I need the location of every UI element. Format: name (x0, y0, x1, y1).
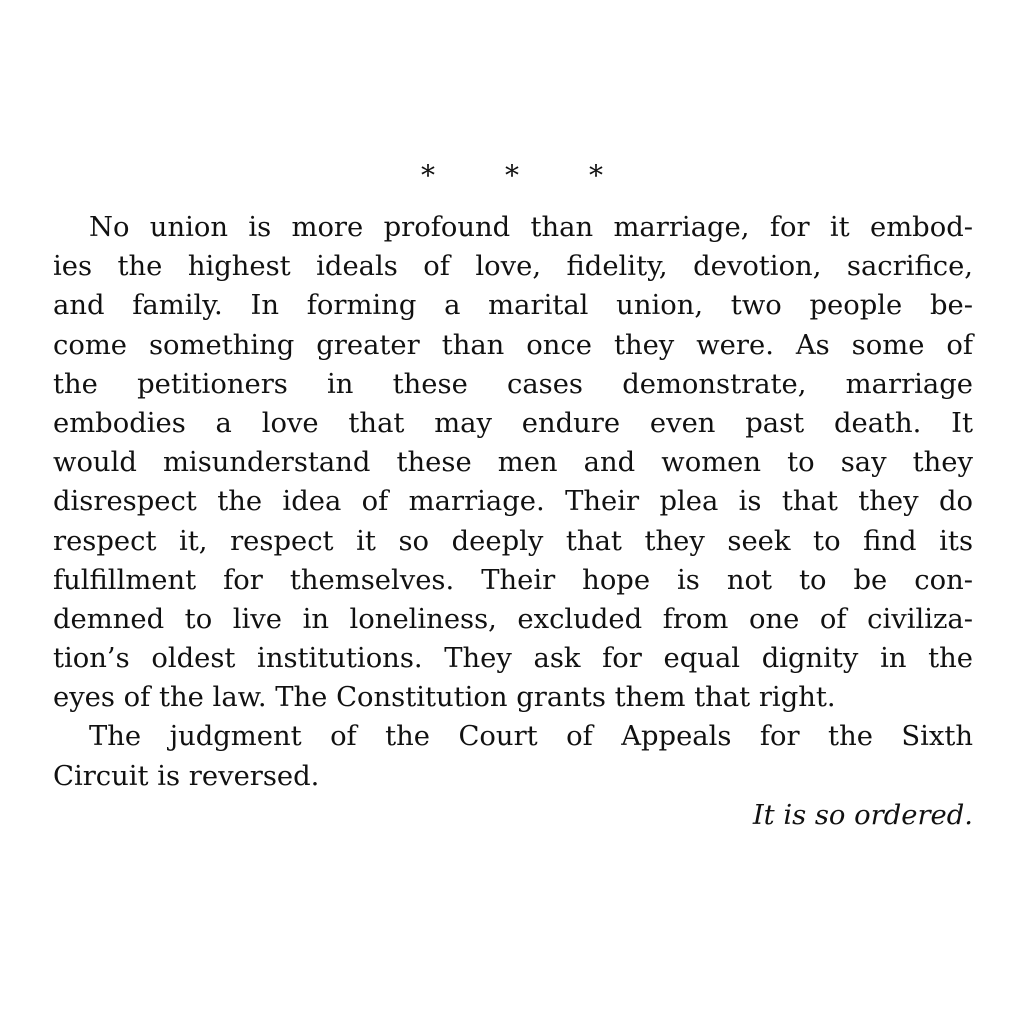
separator-asterisk: * (421, 159, 435, 192)
paragraph-marriage (53, 208, 973, 717)
text-line: the petitioners in these cases demonstrate, marriage (53, 368, 973, 400)
text-line: demned to live in loneliness, excluded from one of civiliza- (53, 603, 973, 635)
section-separator (53, 158, 973, 194)
separator-asterisk: * (505, 159, 519, 192)
text-line: disrespect the idea of marriage. Their plea is that they do (53, 486, 973, 518)
text-line: come something greater than once they were. As some of (53, 329, 973, 361)
text-line: ies the highest ideals of love, fidelity, devotion, sacrifice, (53, 251, 973, 283)
text-line: fulfillment for themselves. Their hope is not to be con- (53, 564, 973, 596)
separator-asterisk: * (589, 159, 603, 192)
text-line: No union is more profound than marriage, for it embod- (89, 212, 973, 243)
paragraph-judgment (53, 717, 973, 795)
text-line: respect it, respect it so deeply that they seek to find its (53, 525, 973, 557)
text-line: tion’s oldest institutions. They ask for equal dignity in the (53, 643, 973, 675)
text-line: The judgment of the Court of Appeals for the Sixth (89, 721, 973, 753)
closing-order: It is so ordered. (752, 799, 973, 831)
opinion-page (53, 158, 973, 835)
text-line: would misunderstand these men and women to say they (53, 447, 973, 479)
text-line: embodies a love that may endure even past death. It (53, 407, 973, 439)
text-line: eyes of the law. The Constitution grants them that right. (53, 682, 836, 714)
text-line: Circuit is reversed. (53, 760, 320, 792)
text-line: and family. In forming a marital union, two people be- (53, 290, 973, 322)
